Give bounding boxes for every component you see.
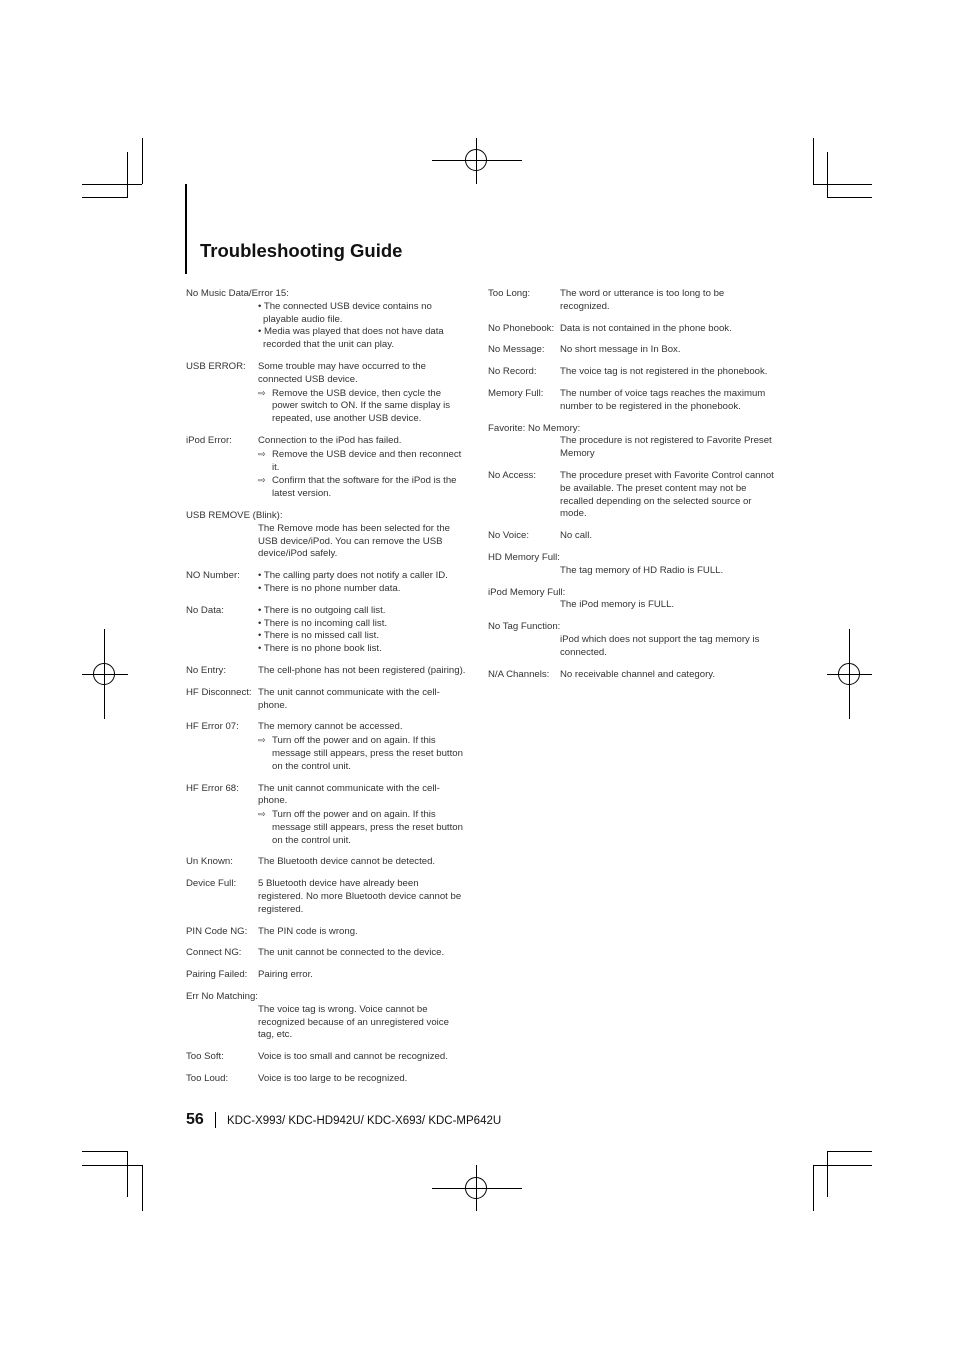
message-term: Too Long: [488,288,531,299]
message-term: HF Disconnect: [186,686,252,698]
right-column [488,288,774,690]
description-line: No short message in In Box. [560,344,681,356]
description-line: Pairing error. [258,969,313,981]
message-term: HF Error 07: [186,721,239,733]
remedy-text: Remove the USB device and then reconnect it. [272,448,462,473]
message-entry [186,361,466,426]
description-line: The procedure preset with Favorite Control cannot be available. The preset content may not be recalled depending on the selected source or mode. [560,469,774,520]
message-entry [488,344,774,357]
arrow-right-icon: ⇨ [258,387,266,398]
message-entry [488,388,774,414]
message-term: No Record: [488,366,537,378]
remedy-line [258,387,466,426]
remedy-line [258,808,466,847]
message-entry [186,926,466,939]
page-number: 56 [186,1111,204,1128]
message-description [560,323,774,336]
description-line: Some trouble may have occurred to the connected USB device. [258,360,426,385]
message-term: HD Memory Full: [488,551,560,563]
message-entry [488,323,774,336]
message-entry [488,669,774,682]
message-entry [488,366,774,379]
description-line: The PIN code is wrong. [258,925,358,937]
message-entry [186,721,466,773]
description-line: The tag memory of HD Radio is FULL. [560,564,724,576]
message-term: No Music Data/Error 15: [186,288,289,299]
message-description [258,1004,466,1042]
description-line: Data is not contained in the phone book. [560,322,732,334]
message-description [258,783,466,848]
message-entry [186,1073,466,1086]
description-line: Voice is too large to be recognized. [258,1073,408,1085]
description-line: The Bluetooth device cannot be detected. [258,856,436,868]
message-description [258,969,466,982]
message-term: No Phonebook: [488,322,555,334]
model-numbers: KDC-X993/ KDC-HD942U/ KDC-X693/ KDC-MP642U [227,1115,502,1127]
remedy-text: Turn off the power and on again. If this message still appears, press the reset button on the control unit. [272,809,463,846]
message-description [560,599,774,612]
message-entry [186,665,466,678]
remedy-text: Confirm that the software for the iPod is the latest version. [272,475,457,500]
arrow-right-icon: ⇨ [258,809,266,820]
bullet-line: • Media was played that does not have data recorded that the unit can play. [258,326,444,351]
footer-divider [215,1112,216,1128]
remedy-line [258,734,466,773]
description-line: 5 Bluetooth device have already been registered. No more Bluetooth device cannot be registered. [258,878,462,915]
message-description [258,926,466,939]
page-title: Troubleshooting Guide [200,240,403,261]
message-term: NO Number: [186,570,240,582]
message-description [258,1073,466,1086]
bullet-line: • There is no missed call list. [258,630,380,642]
description-line: The cell-phone has not been registered (pairing). [258,664,466,676]
message-entry [488,552,774,578]
message-term: No Message: [488,344,545,356]
message-entry [186,435,466,501]
description-line: Connection to the iPod has failed. [258,434,402,446]
message-description [560,565,774,578]
message-description [560,470,774,521]
message-term: No Entry: [186,664,226,676]
message-entry [488,423,774,461]
description-line: The procedure is not registered to Favorite Preset Memory [560,435,772,460]
message-description [258,721,466,773]
message-description [258,856,466,869]
description-line: The unit cannot communicate with the cell-phone. [258,686,440,711]
remedy-line [258,448,466,475]
message-term: Favorite: No Memory: [488,422,581,434]
message-term: Memory Full: [488,387,544,399]
message-entry [488,621,774,659]
message-term: PIN Code NG: [186,925,248,937]
remedy-text: Remove the USB device, then cycle the power switch to ON. If the same display is repeated, use another USB device. [272,387,451,425]
message-description [560,634,774,660]
message-description [258,878,466,916]
message-entry [186,570,466,596]
crosshair-icon [93,663,115,685]
message-entry [186,510,466,561]
bullet-line: • There is no incoming call list. [258,617,388,629]
description-line: Voice is too small and cannot be recognized. [258,1051,448,1063]
message-description [258,361,466,426]
left-column [186,288,466,1095]
description-line: iPod which does not support the tag memory is connected. [560,633,760,658]
message-description [258,1051,466,1064]
message-description [560,388,774,414]
description-line: No call. [560,530,592,542]
message-entry [186,878,466,916]
message-term: iPod Memory Full: [488,586,566,598]
message-term: Too Soft: [186,1051,224,1063]
message-term: No Tag Function: [488,621,561,633]
message-term: USB ERROR: [186,360,246,372]
bullet-line: • There is no outgoing call list. [258,604,386,616]
message-description [560,669,774,682]
message-term: Too Loud: [186,1073,229,1085]
crosshair-icon [838,663,860,685]
message-entry [186,687,466,713]
description-line: The number of voice tags reaches the maximum number to be registered in the phonebook. [560,387,766,412]
arrow-right-icon: ⇨ [258,448,266,459]
message-description [560,344,774,357]
crosshair-icon [465,1177,487,1199]
message-term: HF Error 68: [186,782,239,794]
bullet-line: • There is no phone book list. [258,643,382,655]
message-description [258,570,466,596]
message-entry [186,1051,466,1064]
message-entry [186,605,466,656]
remedy-line [258,474,466,501]
message-term: No Access: [488,469,536,481]
description-line: The unit cannot communicate with the cell-phone. [258,782,440,807]
arrow-right-icon: ⇨ [258,475,266,486]
message-entry [186,856,466,869]
description-line: The memory cannot be accessed. [258,721,403,733]
message-description [560,530,774,543]
description-line: The unit cannot be connected to the device. [258,947,445,959]
description-line: The iPod memory is FULL. [560,599,675,611]
message-term: iPod Error: [186,434,232,446]
message-entry [186,783,466,848]
description-line: The voice tag is not registered in the phonebook. [560,366,768,378]
description-line: The voice tag is wrong. Voice cannot be recognized because of an unregistered voice tag, etc. [258,1003,449,1041]
message-description [258,435,466,501]
message-term: No Data: [186,604,224,616]
message-term: Un Known: [186,856,233,868]
message-description [560,288,774,314]
message-term: N/A Channels: [488,668,550,680]
message-description [560,366,774,379]
message-entry [186,947,466,960]
message-term: Pairing Failed: [186,969,248,981]
description-line: No receivable channel and category. [560,668,716,680]
crosshair-icon [465,149,487,171]
message-term: No Voice: [488,530,530,542]
message-description [258,301,466,352]
message-description [258,665,466,678]
message-entry [186,969,466,982]
bullet-line: • The connected USB device contains no playable audio file. [258,300,432,325]
message-entry [186,991,466,1042]
message-description [258,523,466,561]
description-line: The word or utterance is too long to be recognized. [560,288,725,312]
message-term: Connect NG: [186,947,242,959]
message-description [258,605,466,656]
description-line: The Remove mode has been selected for the USB device/iPod. You can remove the USB device/iPod safely. [258,522,450,560]
message-term: Err No Matching: [186,991,258,1003]
message-entry [488,470,774,521]
message-term: USB REMOVE (Blink): [186,509,283,521]
arrow-right-icon: ⇨ [258,735,266,746]
bullet-line: • The calling party does not notify a caller ID. [258,570,448,582]
message-term: Device Full: [186,878,237,890]
message-entry [488,587,774,613]
title-rule [185,184,187,274]
bullet-line: • There is no phone number data. [258,582,401,594]
message-description [258,687,466,713]
message-entry [186,288,466,352]
message-description [560,435,774,461]
remedy-text: Turn off the power and on again. If this message still appears, press the reset button on the control unit. [272,735,463,772]
message-entry [488,530,774,543]
message-entry [488,288,774,314]
message-description [258,947,466,960]
